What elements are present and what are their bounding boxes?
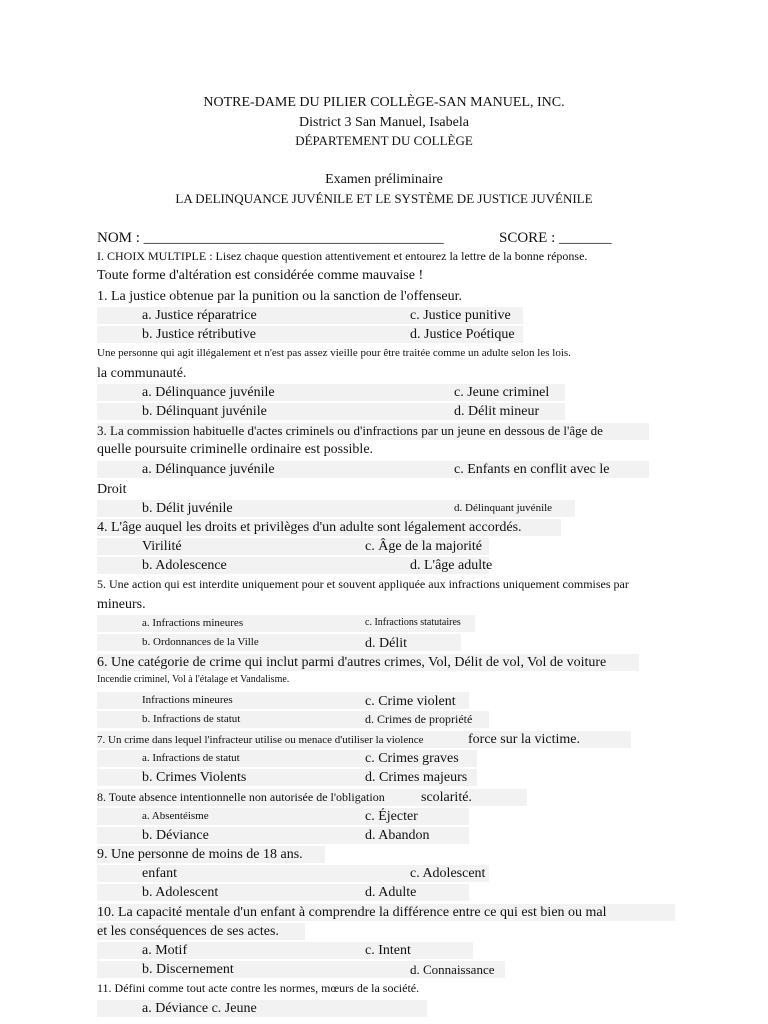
question-2-line-1: Une personne qui agit illégalement et n'est pas assez vieille pour être traitée comme un adulte selon les lois. <box>97 347 571 359</box>
q7-option-c: c. Crimes graves <box>365 751 459 766</box>
q6-option-a: Infractions mineures <box>142 694 233 706</box>
q8-option-a: a. Absentéisme <box>142 810 209 822</box>
question-8-line-1-end: scolarité. <box>421 790 472 805</box>
question-7-line-1: 7. Un crime dans lequel l'infracteur utilise ou menace d'utiliser la violence <box>97 734 424 746</box>
q8-option-d: d. Abandon <box>365 828 430 843</box>
school-address: District 3 San Manuel, Isabela <box>299 115 469 130</box>
q10-option-d: d. Connaissance <box>410 962 495 977</box>
question-5-line-2: mineurs. <box>97 597 146 612</box>
q3-option-b: b. Délit juvénile <box>142 501 233 516</box>
q4-option-a: Virilité <box>142 539 182 554</box>
question-4: 4. L'âge auquel les droits et privilèges d'un adulte sont légalement accordés. <box>97 520 522 535</box>
question-6-line-2: Incendie criminel, Vol à l'étalage et Vandalisme. <box>97 674 290 685</box>
q7-option-d: d. Crimes majeurs <box>365 770 468 785</box>
question-11: 11. Défini comme tout acte contre les normes, mœurs de la société. <box>97 981 420 995</box>
q3-option-c-continued: Droit <box>97 482 127 497</box>
q9-option-a: enfant <box>142 866 177 881</box>
q9-option-d: d. Adulte <box>365 885 417 900</box>
question-8-line-1: 8. Toute absence intentionnelle non autorisée de l'obligation <box>97 790 385 804</box>
instructions-line-1: I. CHOIX MULTIPLE : Lisez chaque question attentivement et entourez la lettre de la bonne réponse. <box>97 249 588 263</box>
q7-option-b: b. Crimes Violents <box>142 770 247 785</box>
q2-option-a: a. Délinquance juvénile <box>142 385 275 400</box>
q1-option-b: b. Justice rétributive <box>142 327 256 342</box>
question-3-line-1: 3. La commission habituelle d'actes criminels ou d'infractions par un jeune en dessous de l'âge de <box>97 423 603 438</box>
q4-option-b: b. Adolescence <box>142 558 227 573</box>
question-7-line-1-end: force sur la victime. <box>468 732 580 747</box>
q1-option-d: d. Justice Poétique <box>410 327 515 342</box>
score-field: SCORE : _______ <box>499 230 612 246</box>
exam-title: Examen préliminaire <box>325 172 443 187</box>
q2-option-b: b. Délinquant juvénile <box>142 404 267 419</box>
q2-option-c: c. Jeune criminel <box>454 385 550 400</box>
name-field: NOM : ________________________________________ <box>97 230 444 246</box>
question-10-line-2: et les conséquences de ses actes. <box>97 924 279 939</box>
question-10-line-1: 10. La capacité mentale d'un enfant à comprendre la différence entre ce qui est bien ou mal <box>97 905 607 920</box>
q10-option-b: b. Discernement <box>142 962 234 977</box>
q5-option-c: c. Infractions statutaires <box>365 617 461 628</box>
question-2-line-2: la communauté. <box>97 366 187 381</box>
q3-option-d: d. Délinquant juvénile <box>454 502 553 514</box>
school-name: NOTRE-DAME DU PILIER COLLÈGE-SAN MANUEL, INC. <box>203 95 565 110</box>
q8-option-b: b. Déviance <box>142 828 209 843</box>
q9-option-c: c. Adolescent <box>410 866 486 881</box>
question-3-line-2: quelle poursuite criminelle ordinaire est possible. <box>97 442 374 457</box>
question-6-line-1: 6. Une catégorie de crime qui inclut parmi d'autres crimes, Vol, Délit de vol, Vol de voiture <box>97 655 607 670</box>
q5-option-d: d. Délit <box>365 636 407 651</box>
q3-option-c: c. Enfants en conflit avec le <box>454 462 610 477</box>
question-9: 9. Une personne de moins de 18 ans. <box>97 847 303 862</box>
q6-option-b: b. Infractions de statut <box>142 713 241 725</box>
q5-option-b: b. Ordonnances de la Ville <box>142 636 259 648</box>
department-title: DÉPARTEMENT DU COLLÈGE <box>295 133 473 148</box>
q8-option-c: c. Éjecter <box>365 809 418 824</box>
question-1: 1. La justice obtenue par la punition ou la sanction de l'offenseur. <box>97 289 462 304</box>
question-5-line-1: 5. Une action qui est interdite uniquement pour et souvent appliquée aux infractions uniquement commises par <box>97 577 629 591</box>
q4-option-c: c. Âge de la majorité <box>365 539 483 554</box>
q4-option-d: d. L'âge adulte <box>410 558 493 573</box>
q3-option-a: a. Délinquance juvénile <box>142 462 275 477</box>
q1-option-a: a. Justice réparatrice <box>142 308 257 323</box>
q6-option-d: d. Crimes de propriété <box>365 712 473 726</box>
q7-option-a: a. Infractions de statut <box>142 752 240 764</box>
q10-option-a: a. Motif <box>142 943 188 958</box>
q5-option-a: a. Infractions mineures <box>142 617 244 629</box>
q9-option-b: b. Adolescent <box>142 885 219 900</box>
q11-option-a: a. Déviance c. Jeune <box>142 1001 257 1016</box>
exam-subject: LA DELINQUANCE JUVÉNILE ET LE SYSTÈME DE JUSTICE JUVÉNILE <box>175 191 593 206</box>
q1-option-c: c. Justice punitive <box>410 308 511 323</box>
q6-option-c: c. Crime violent <box>365 694 456 709</box>
q10-option-c: c. Intent <box>365 943 411 958</box>
q2-option-d: d. Délit mineur <box>454 404 540 419</box>
instructions-line-2: Toute forme d'altération est considérée comme mauvaise ! <box>97 268 424 283</box>
